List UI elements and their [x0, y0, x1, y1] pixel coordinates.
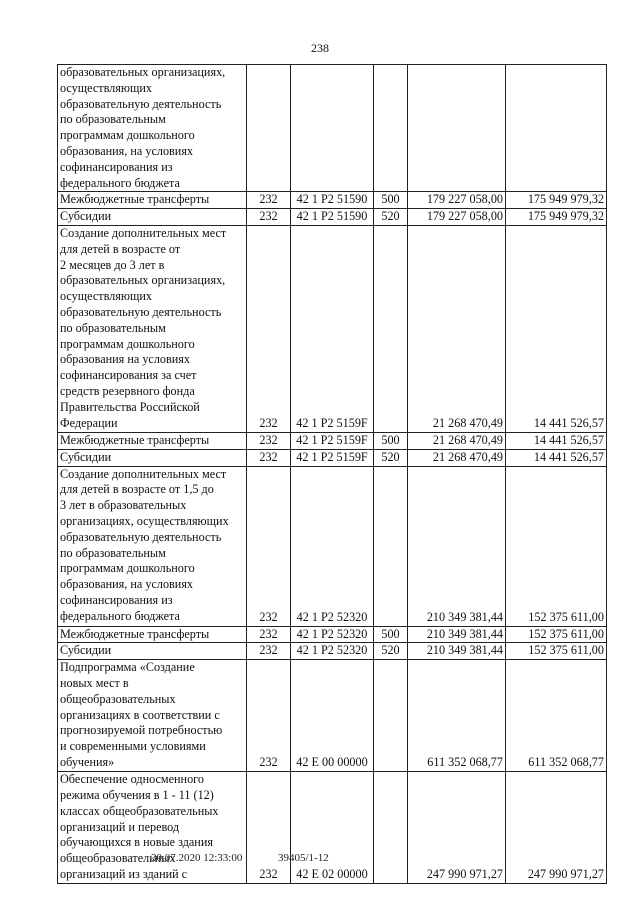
table-row — [58, 660, 607, 772]
cell-vid: 500 — [374, 432, 408, 449]
cell-vedomstvo: 232 — [247, 192, 291, 209]
table-row — [58, 772, 607, 884]
cell-sum2: 14 441 526,57 — [506, 432, 607, 449]
cell-vid: 500 — [374, 626, 408, 643]
cell-sum2 — [506, 65, 607, 192]
table-row — [58, 449, 607, 466]
row-name: Межбюджетные трансферты — [58, 192, 247, 209]
table-row — [58, 432, 607, 449]
row-name: образовательных организациях, осуществляющих образовательную деятельность по образовательным программам дошкольного образования, на условиях софинансирования из федерального бюджета — [58, 65, 247, 192]
table-row — [58, 626, 607, 643]
cell-vedomstvo: 232 — [247, 225, 291, 432]
cell-kbk: 42 E 00 00000 — [291, 660, 374, 772]
cell-vedomstvo: 232 — [247, 209, 291, 226]
cell-sum1: 210 349 381,44 — [408, 466, 506, 626]
table-row — [58, 225, 607, 432]
cell-vid: 520 — [374, 449, 408, 466]
row-name: Межбюджетные трансферты — [58, 432, 247, 449]
page-number: 238 — [311, 41, 329, 55]
cell-sum2: 152 375 611,00 — [506, 466, 607, 626]
cell-vedomstvo: 232 — [247, 449, 291, 466]
cell-sum2: 611 352 068,77 — [506, 660, 607, 772]
cell-vid: 520 — [374, 209, 408, 226]
cell-sum2: 14 441 526,57 — [506, 225, 607, 432]
cell-kbk: 42 1 P2 52320 — [291, 466, 374, 626]
row-name: Межбюджетные трансферты — [58, 626, 247, 643]
cell-vedomstvo — [247, 65, 291, 192]
table-row — [58, 192, 607, 209]
cell-sum2: 152 375 611,00 — [506, 643, 607, 660]
cell-kbk: 42 1 P2 5159F — [291, 225, 374, 432]
cell-vid: 520 — [374, 643, 408, 660]
cell-vedomstvo: 232 — [247, 643, 291, 660]
cell-kbk — [291, 65, 374, 192]
cell-sum1: 210 349 381,44 — [408, 626, 506, 643]
cell-sum1: 179 227 058,00 — [408, 209, 506, 226]
cell-kbk: 42 1 P2 51590 — [291, 209, 374, 226]
cell-vedomstvo: 232 — [247, 466, 291, 626]
table-row — [58, 65, 607, 192]
cell-sum2: 175 949 979,32 — [506, 192, 607, 209]
footer-date: 30.07.2020 12:33:00 — [151, 852, 243, 864]
cell-sum1: 21 268 470,49 — [408, 449, 506, 466]
cell-vedomstvo: 232 — [247, 660, 291, 772]
row-name: Создание дополнительных мест для детей в возрасте от 1,5 до 3 лет в образовательных организациях, осуществляющих образовательную деятельность по образовательным программам дошкольного образования, на условиях софинансирования из федерального бюджета — [58, 466, 247, 626]
cell-kbk: 42 1 P2 51590 — [291, 192, 374, 209]
cell-sum2: 152 375 611,00 — [506, 626, 607, 643]
cell-sum1 — [408, 65, 506, 192]
cell-sum2: 175 949 979,32 — [506, 209, 607, 226]
cell-vedomstvo: 232 — [247, 772, 291, 884]
cell-vid — [374, 660, 408, 772]
cell-sum1: 210 349 381,44 — [408, 643, 506, 660]
cell-vedomstvo: 232 — [247, 432, 291, 449]
cell-vid — [374, 466, 408, 626]
table-row — [58, 643, 607, 660]
table-row — [58, 466, 607, 626]
cell-kbk: 42 1 P2 5159F — [291, 449, 374, 466]
cell-sum2: 14 441 526,57 — [506, 449, 607, 466]
cell-kbk: 42 1 P2 52320 — [291, 626, 374, 643]
cell-vid — [374, 225, 408, 432]
row-name: Субсидии — [58, 209, 247, 226]
cell-sum1: 179 227 058,00 — [408, 192, 506, 209]
row-name: Субсидии — [58, 449, 247, 466]
cell-vedomstvo: 232 — [247, 626, 291, 643]
row-name: Создание дополнительных мест для детей в возрасте от 2 месяцев до 3 лет в образовательных организациях, осуществляющих образовательную деятельность по образовательным программам дошкольного образования на условиях софинансирования за счет средств резервного фонда Правительства Российской Федерации — [58, 225, 247, 432]
cell-kbk: 42 1 P2 5159F — [291, 432, 374, 449]
cell-sum1: 247 990 971,27 — [408, 772, 506, 884]
cell-vid — [374, 65, 408, 192]
footer-document-code: 39405/1-12 — [278, 852, 329, 864]
row-name: Обеспечение односменного режима обучения в 1 - 11 (12) классах общеобразовательных организаций и перевод обучающихся в новые здания общеобразовательных организаций из зданий с — [58, 772, 247, 884]
cell-kbk: 42 E 02 00000 — [291, 772, 374, 884]
row-name: Субсидии — [58, 643, 247, 660]
budget-table — [57, 64, 607, 884]
cell-sum2: 247 990 971,27 — [506, 772, 607, 884]
row-name: Подпрограмма «Создание новых мест в общеобразовательных организациях в соответствии с прогнозируемой потребностью и современными условиями обучения» — [58, 660, 247, 772]
cell-vid — [374, 772, 408, 884]
table-row — [58, 209, 607, 226]
cell-vid: 500 — [374, 192, 408, 209]
cell-sum1: 21 268 470,49 — [408, 432, 506, 449]
cell-sum1: 611 352 068,77 — [408, 660, 506, 772]
cell-kbk: 42 1 P2 52320 — [291, 643, 374, 660]
cell-sum1: 21 268 470,49 — [408, 225, 506, 432]
